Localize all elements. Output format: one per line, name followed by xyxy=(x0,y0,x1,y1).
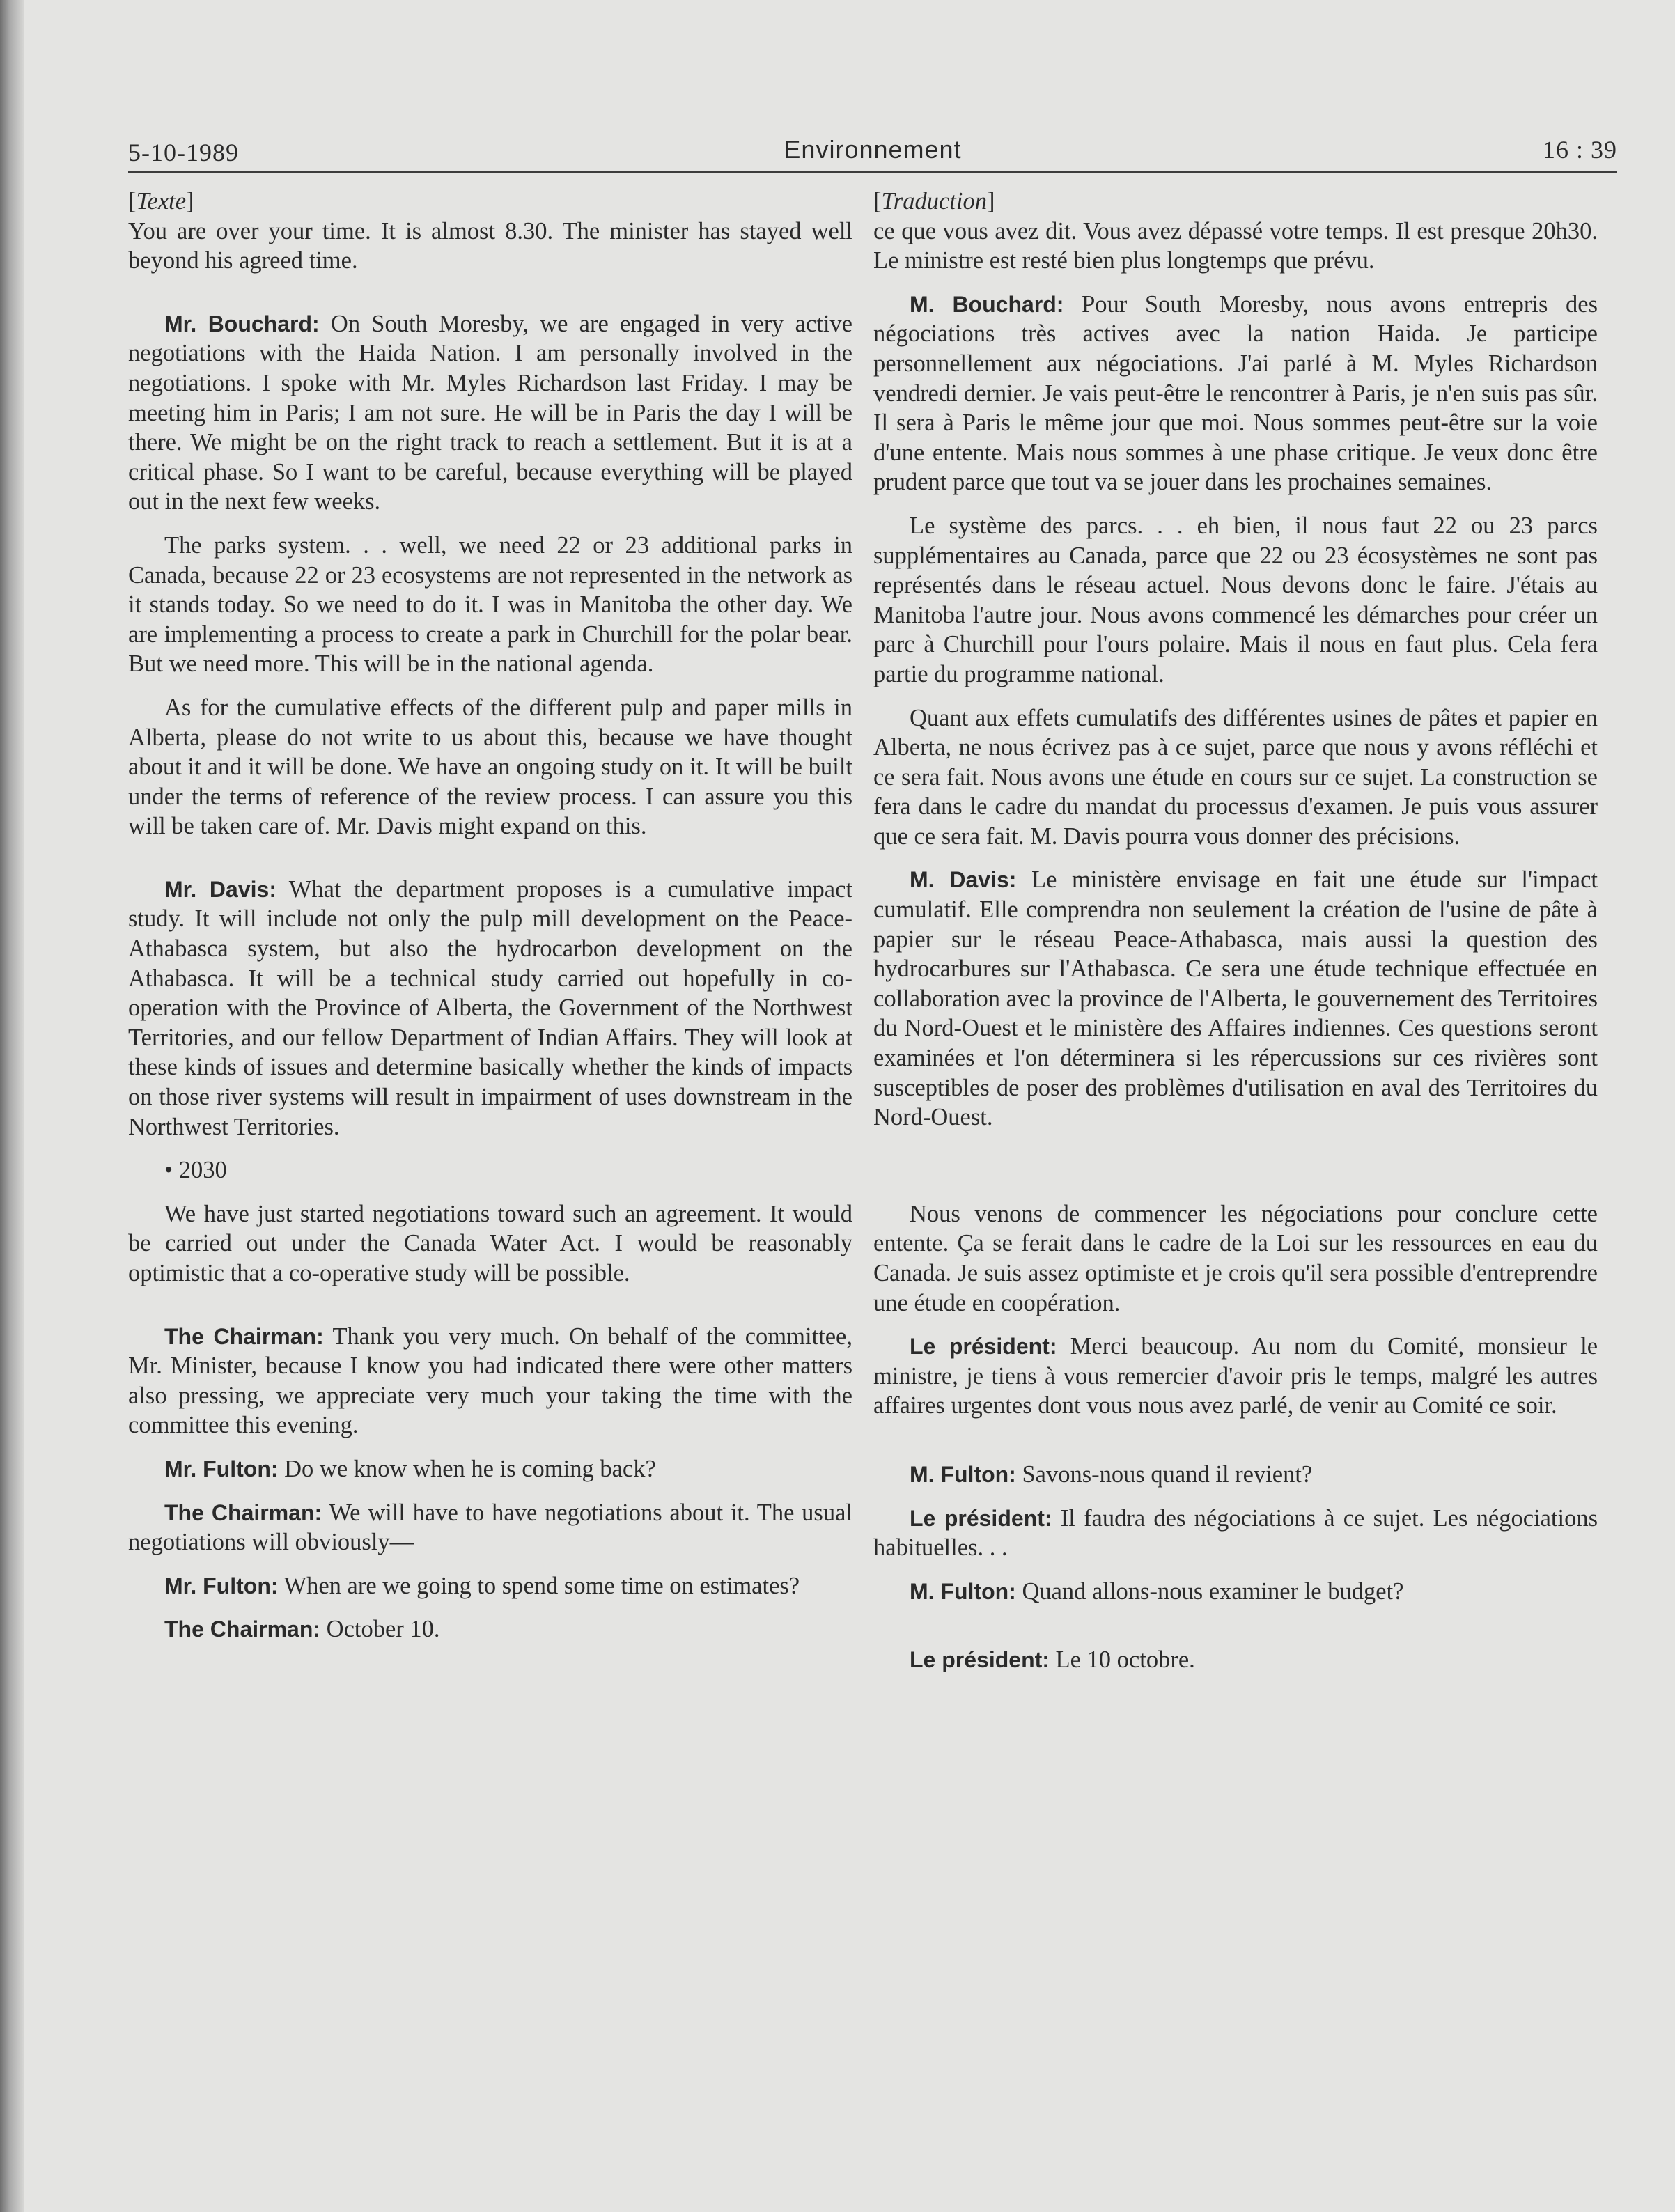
paragraph: M. Bouchard: Pour South Moresby, nous avons entrepris des négociations très actives avec la nation Haida. Je participe personnellement aux négociations. J'ai parlé à M. Myles Richardson vendredi dernier. Je vais peut-être le rencontrer à Paris, je n'en suis pas sûr. Il sera à Paris le même jour que moi. Nous sommes peut-être sur la voie d'une entente. Mais nous sommes à une phase critique. Je veux donc être prudent parce que tout va se jouer dans les prochaines semaines. xyxy=(873,290,1598,496)
header-date: 5-10-1989 xyxy=(128,139,239,166)
paragraph: Quant aux effets cumulatifs des différentes usines de pâtes et papier en Alberta, ne nous écrivez pas à ce sujet, parce que nous y avons réfléchi et ce sera fait. Nous avons une étude en cours sur ce sujet. La construction se fera dans le cadre du mandat du processus d'examen. Je puis vous assurer que ce sera fait. M. Davis pourra vous donner des précisions. xyxy=(873,704,1598,850)
paragraph: The Chairman: We will have to have negotiations about it. The usual negotiations will obviously— xyxy=(128,1499,852,1556)
speaker-name: The Chairman: xyxy=(164,1500,322,1525)
speaker-name: The Chairman: xyxy=(164,1323,324,1349)
speaker-name: M. Davis: xyxy=(910,867,1017,893)
speaker-name: The Chairman: xyxy=(164,1617,321,1642)
paragraph: Le président: Merci beaucoup. Au nom du Comité, monsieur le ministre, je tiens à vous remercier d'avoir pris le temps, malgré les autres affaires urgentes dont vous nous avez parlé, de venir au Comité ce soir. xyxy=(873,1333,1598,1419)
paragraph: Mr. Davis: What the department proposes is a cumulative impact study. It will include not only the pulp mill development on the Peace-Athabasca system, but also the hydrocarbon development on the Athabasca. It will be a technical study carried out hopefully in co-operation with the Province of Alberta, the Government of the Northwest Territories, and our fellow Department of Indian Affairs. They will look at these kinds of issues and determine basically whether the kinds of impacts on those river systems will result in impairment of uses downstream in the Northwest Territories. xyxy=(128,875,852,1140)
page-header xyxy=(128,131,1617,173)
speaker-name: Mr. Fulton: xyxy=(164,1456,279,1481)
header-rule xyxy=(128,171,1617,173)
speaker-name: Le président: xyxy=(910,1505,1052,1531)
paragraph: The Chairman: Thank you very much. On behalf of the committee, Mr. Minister, because I know you had indicated there were other matters also pressing, we appreciate very much your taking the time with the committee this evening. xyxy=(128,1323,852,1439)
paragraph: Mr. Bouchard: On South Moresby, we are engaged in very active negotiations with the Haida Nation. I am personally involved in the negotiations. I spoke with Mr. Myles Richardson last Friday. I may be meeting him in Paris; I am not sure. He will be in Paris the day I will be there. We might be on the right track to reach a settlement. But it is at a critical phase. So I want to be careful, because everything will be played out in the next few weeks. xyxy=(128,310,852,515)
page-edge-shadow xyxy=(0,0,24,2212)
paragraph: You are over your time. It is almost 8.30. The minister has stayed well beyond his agreed time. xyxy=(128,217,852,274)
paragraph: As for the cumulative effects of the different pulp and paper mills in Alberta, please do not write to us about this, because we have thought about it and it will be done. We have an ongoing study on it. It will be built under the terms of reference of the review process. I can assure you this will be taken care of. Mr. Davis might expand on this. xyxy=(128,694,852,840)
paragraph: M. Fulton: Quand allons-nous examiner le budget? xyxy=(910,1578,1404,1605)
paragraph: Le président: Il faudra des négociations à ce sujet. Les négociations habituelles. . . xyxy=(873,1504,1598,1561)
paragraph: Le système des parcs. . . eh bien, il nous faut 22 ou 23 parcs supplémentaires au Canada, parce que 22 ou 23 écosystèmes ne sont pas représentés dans le réseau actuel. Nous devons donc le faire. J'étais au Manitoba l'autre jour. Nous avons commencé les démarches pour créer un parc à Churchill pour l'ours polaire. Mais il nous en faut plus. Cela fera partie du programme national. xyxy=(873,512,1598,687)
speaker-name: Mr. Davis: xyxy=(164,876,276,902)
french-column xyxy=(873,187,1598,1675)
paragraph: The parks system. . . well, we need 22 or 23 additional parks in Canada, because 22 or 23 ecosystems are not represented in the network as it stands today. So we need to do it. I was in Manitoba the other day. We are implementing a process to create a park in Churchill for the polar bear. But we need more. This will be in the national agenda. xyxy=(128,531,852,678)
paragraph: We have just started negotiations toward such an agreement. It would be carried out under the Canada Water Act. I would be reasonably optimistic that a co-operative study will be possible. xyxy=(128,1200,852,1286)
speaker-name: M. Fulton: xyxy=(910,1578,1016,1604)
speaker-name: M. Bouchard: xyxy=(910,291,1064,317)
paragraph: Nous venons de commencer les négociations pour conclure cette entente. Ça se ferait dans le cadre de la Loi sur les ressources en eau du Canada. Je suis assez optimiste et je crois qu'il sera possible d'entreprendre une étude en coopération. xyxy=(873,1200,1598,1316)
header-page-number: 16 : 39 xyxy=(1542,136,1617,164)
header-title: Environnement xyxy=(784,135,962,164)
speaker-name: Mr. Bouchard: xyxy=(164,311,320,336)
paragraph: M. Fulton: Savons-nous quand il revient? xyxy=(910,1461,1313,1488)
speaker-name: Le président: xyxy=(910,1334,1057,1360)
text-tag: [Texte] xyxy=(128,188,194,215)
english-column xyxy=(128,187,852,1644)
speaker-name: Mr. Fulton: xyxy=(164,1573,279,1598)
paragraph: Mr. Fulton: When are we going to spend some time on estimates? xyxy=(164,1572,800,1599)
paragraph: The Chairman: October 10. xyxy=(164,1616,440,1643)
translation-tag: [Traduction] xyxy=(873,188,995,215)
paragraph: M. Davis: Le ministère envisage en fait une étude sur l'impact cumulatif. Elle comprendra non seulement la création de l'usine de pâte à papier sur le réseau Peace-Athabasca, mais aussi la question des hydrocarbures sur l'Athabasca. Ce sera une étude technique effectuée en collaboration avec la province de l'Alberta, le gouvernement des Territoires du Nord-Ouest et le ministère des Affaires indiennes. Ces questions seront examinées et l'on déterminera si les répercussions sur ces rivières sont susceptibles de poser des problèmes d'utilisation en aval des Territoires du Nord-Ouest. xyxy=(873,866,1598,1131)
speaker-name: Le président: xyxy=(910,1647,1050,1673)
timestamp: • 2030 xyxy=(164,1157,227,1184)
speaker-name: M. Fulton: xyxy=(910,1461,1016,1487)
paragraph: Mr. Fulton: Do we know when he is coming back? xyxy=(164,1455,656,1482)
paragraph: ce que vous avez dit. Vous avez dépassé votre temps. Il est presque 20h30. Le ministre est resté bien plus longtemps que prévu. xyxy=(873,217,1598,274)
paragraph: Le président: Le 10 octobre. xyxy=(910,1646,1195,1674)
